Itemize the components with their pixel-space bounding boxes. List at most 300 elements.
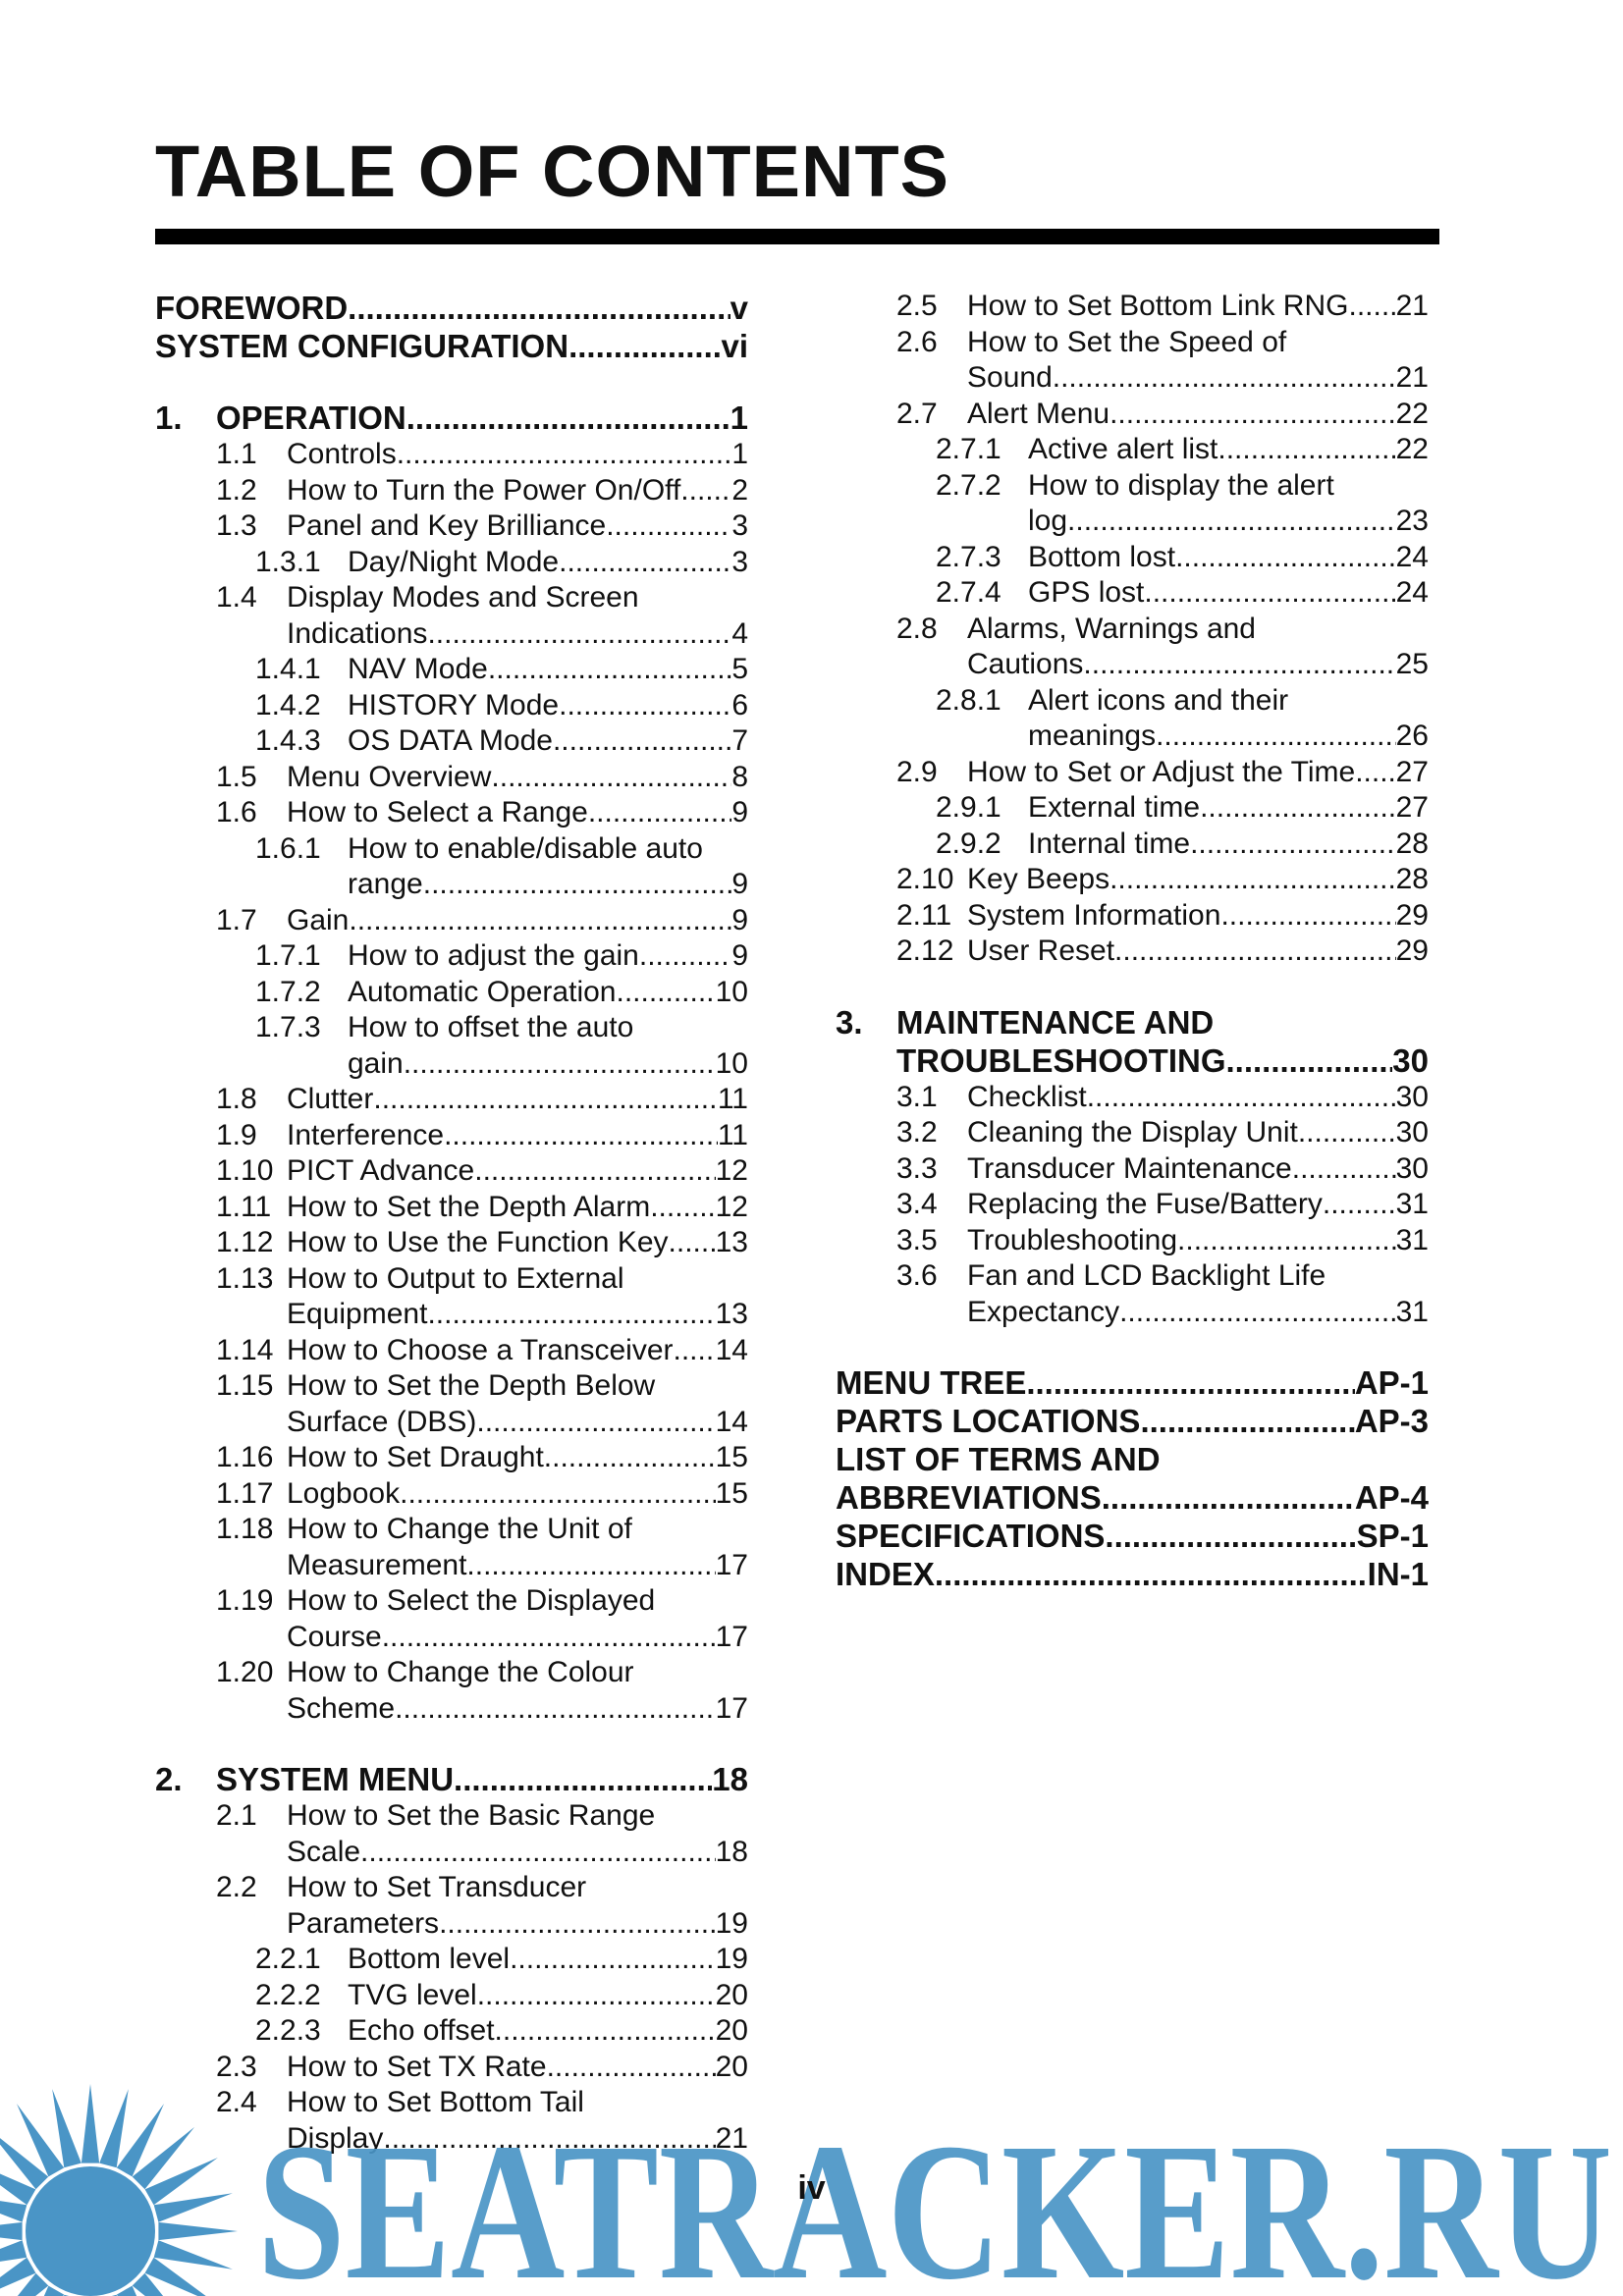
dot-leader <box>427 1297 715 1333</box>
toc-entry[interactable] <box>155 1942 748 1978</box>
toc-entry-page: SP-1 <box>1356 1518 1429 1554</box>
toc-entry-title: How to Set TX Rate <box>287 2050 547 2083</box>
toc-entry-title: SPECIFICATIONS <box>836 1518 1106 1554</box>
toc-left-column <box>155 289 748 2157</box>
toc-entry-title: How to Change the Colour <box>287 1656 634 1688</box>
toc-entry-number: 1.7.3 <box>255 1011 321 1043</box>
dot-leader <box>544 1440 716 1476</box>
dot-leader <box>669 1225 716 1261</box>
toc-entry-page: 30 <box>1392 1041 1429 1079</box>
toc-entry-page: 5 <box>731 653 748 685</box>
dot-leader <box>404 1046 716 1083</box>
toc-entry-page: 22 <box>1395 397 1429 430</box>
toc-entry-title: TROUBLESHOOTING <box>896 1041 1226 1079</box>
toc-entry-page: 9 <box>731 796 748 828</box>
toc-entry[interactable] <box>155 760 748 796</box>
toc-entry-page: IN-1 <box>1367 1556 1429 1592</box>
sun-ray <box>0 2222 23 2240</box>
sun-ray <box>52 2089 81 2167</box>
dot-leader <box>1109 397 1396 433</box>
toc-entry[interactable] <box>155 399 748 437</box>
dot-leader <box>935 1555 1368 1593</box>
dot-leader <box>395 1691 716 1728</box>
toc-entry-number: 3.5 <box>896 1223 938 1256</box>
dot-leader <box>423 867 732 903</box>
dot-leader <box>488 652 731 688</box>
sun-ray <box>158 2222 238 2240</box>
toc-entry[interactable] <box>836 827 1429 863</box>
toc-entry-title: How to Use the Function Key <box>287 1226 669 1258</box>
toc-entry[interactable] <box>155 508 748 545</box>
toc-entry-number: 2.4 <box>216 2086 257 2118</box>
toc-entry[interactable] <box>155 327 748 365</box>
toc-entry-page: 28 <box>1395 827 1429 860</box>
toc-entry-title: Bottom lost <box>1028 540 1176 573</box>
toc-entry-number: 2.7.3 <box>936 540 1001 573</box>
toc-entry-title: Day/Night Mode <box>348 545 560 578</box>
toc-entry-number: 1.6.1 <box>255 831 321 865</box>
dot-leader <box>1114 934 1396 970</box>
toc-entry-page: 28 <box>1395 863 1429 895</box>
toc-entry[interactable] <box>155 1476 748 1513</box>
toc-entry-page: 9 <box>731 868 748 900</box>
toc-entry-title: Surface (DBS) <box>287 1405 477 1438</box>
toc-entry[interactable] <box>836 1223 1429 1259</box>
toc-entry-page: 14 <box>715 1405 748 1438</box>
toc-entry-page: 24 <box>1395 540 1429 573</box>
toc-entry-title: Replacing the Fuse/Battery <box>967 1188 1323 1220</box>
toc-entry-page: 22 <box>1395 433 1429 465</box>
toc-entry-number: 2.12 <box>896 934 954 967</box>
toc-entry-title: Key Beeps <box>967 863 1110 895</box>
toc-entry[interactable] <box>836 1363 1429 1402</box>
toc-entry-title: Internal time <box>1028 827 1191 860</box>
dot-leader <box>1087 1080 1396 1116</box>
toc-entry-number: 1.18 <box>216 1513 274 1545</box>
toc-entry-page: 20 <box>715 2014 748 2047</box>
toc-entry[interactable] <box>836 540 1429 576</box>
page-title: TABLE OF CONTENTS <box>155 131 950 212</box>
toc-entry[interactable] <box>836 862 1429 898</box>
toc-entry[interactable] <box>155 1010 748 1082</box>
toc-entry-page: 29 <box>1395 934 1429 967</box>
toc-entry-title: Logbook <box>287 1476 401 1510</box>
page-number: iv <box>797 2169 826 2207</box>
dot-leader <box>466 1548 715 1584</box>
toc-entry[interactable] <box>155 1870 748 1942</box>
toc-entry-page: 17 <box>715 1620 748 1653</box>
dot-leader <box>495 2013 716 2050</box>
dot-leader <box>674 1333 716 1369</box>
toc-entry-page: 27 <box>1395 755 1429 788</box>
dot-leader <box>360 1835 716 1871</box>
toc-entry[interactable] <box>155 1368 748 1440</box>
toc-entry-page: 15 <box>715 1441 748 1473</box>
toc-entry-number: 2.5 <box>896 290 938 322</box>
toc-entry[interactable] <box>155 1153 748 1190</box>
toc-entry-title: Transducer Maintenance <box>967 1151 1292 1185</box>
toc-entry-page: 13 <box>715 1226 748 1258</box>
dot-leader <box>650 1190 715 1226</box>
toc-entry-title: Interference <box>287 1118 445 1151</box>
dot-leader <box>427 616 731 653</box>
toc-entry-page: 7 <box>731 724 748 757</box>
toc-entry[interactable] <box>155 1190 748 1226</box>
toc-entry-page: 1 <box>731 438 748 470</box>
toc-entry[interactable] <box>836 898 1429 934</box>
toc-entry-number: 3.2 <box>896 1116 938 1148</box>
toc-entry[interactable] <box>155 831 748 903</box>
toc-entry-page: 30 <box>1395 1080 1429 1113</box>
toc-entry[interactable] <box>836 397 1429 433</box>
toc-entry-title: How to Set Bottom Tail <box>287 2086 584 2118</box>
toc-entry-number: 1.11 <box>216 1190 272 1223</box>
dot-leader <box>639 938 731 975</box>
toc-entry[interactable] <box>836 325 1429 397</box>
toc-entry[interactable] <box>155 903 748 939</box>
toc-entry[interactable] <box>836 683 1429 755</box>
toc-entry-page: vi <box>721 328 748 364</box>
dot-leader <box>477 1978 716 2014</box>
toc-entry-title: log <box>1028 505 1068 537</box>
toc-entry[interactable] <box>155 1082 748 1118</box>
toc-entry-title: Course <box>287 1620 382 1653</box>
toc-entry-page: AP-1 <box>1354 1364 1429 1401</box>
toc-entry-title: PARTS LOCATIONS <box>836 1403 1141 1439</box>
toc-entry-title: PICT Advance <box>287 1154 475 1187</box>
dot-leader <box>1053 360 1396 397</box>
toc-entry-title: Cleaning the Display Unit <box>967 1116 1298 1148</box>
toc-entry-number: 1.1 <box>216 438 257 470</box>
toc-entry-page: 31 <box>1395 1188 1429 1220</box>
sun-ray <box>154 2240 233 2269</box>
watermark-text: SEATRACKER.RU <box>257 2104 1612 2296</box>
toc-entry-page: 13 <box>715 1298 748 1330</box>
dot-leader <box>588 795 731 831</box>
toc-entry-number: 3.3 <box>896 1151 938 1185</box>
toc-entry-title: Alert icons and their <box>1028 683 1289 717</box>
toc-entry-number: 3.4 <box>896 1188 938 1220</box>
toc-entry-page: 14 <box>715 1333 748 1366</box>
dot-leader <box>1083 647 1395 683</box>
toc-entry-number: 1.3 <box>216 509 257 542</box>
toc-entry-number: 1. <box>155 400 183 436</box>
toc-entry-page: 29 <box>1395 898 1429 932</box>
toc-entry-page: 18 <box>712 1761 748 1797</box>
toc-entry-page: 15 <box>715 1476 748 1510</box>
toc-entry-title: How to Select the Displayed <box>287 1584 656 1617</box>
toc-entry-number: 1.12 <box>216 1226 274 1258</box>
toc-entry[interactable] <box>155 795 748 831</box>
dot-leader <box>1292 1151 1396 1188</box>
toc-entry-number: 2.7.1 <box>936 433 1001 465</box>
dot-leader <box>1067 504 1396 540</box>
toc-entry-title: Cautions <box>967 648 1084 680</box>
toc-entry-title: How to Select a Range <box>287 796 588 828</box>
toc-entry[interactable] <box>155 723 748 760</box>
toc-entry-number: 1.13 <box>216 1261 274 1295</box>
toc-entry-number: 1.20 <box>216 1656 274 1688</box>
dot-leader <box>373 1082 717 1118</box>
toc-entry-title: How to Choose a Transceiver <box>287 1333 674 1366</box>
toc-entry-number: 2.2.1 <box>255 1943 321 1975</box>
toc-entry-number: 2.7 <box>896 397 938 430</box>
toc-entry-title: Sound <box>967 361 1053 394</box>
dot-leader <box>474 1153 715 1190</box>
toc-entry[interactable] <box>836 934 1429 970</box>
toc-entry-page: 10 <box>715 975 748 1008</box>
toc-entry[interactable] <box>155 652 748 688</box>
toc-entry-title: Checklist <box>967 1080 1087 1113</box>
toc-entry-title: Display <box>287 2121 384 2155</box>
toc-entry-title: LIST OF TERMS AND <box>836 1441 1161 1477</box>
dot-leader <box>1226 1041 1393 1080</box>
toc-entry-title: Active alert list <box>1028 433 1218 465</box>
toc-entry-page: 25 <box>1395 648 1429 680</box>
toc-entry-title: Indications <box>287 616 428 650</box>
toc-entry[interactable] <box>836 289 1429 325</box>
toc-entry-number: 2.8.1 <box>936 683 1001 717</box>
dot-leader <box>616 975 715 1011</box>
toc-entry[interactable] <box>155 289 748 327</box>
toc-entry-title: Measurement <box>287 1548 467 1581</box>
toc-entry-page: 27 <box>1395 791 1429 824</box>
toc-entry-number: 2.7.2 <box>936 468 1001 502</box>
dot-leader <box>1119 1295 1396 1331</box>
toc-entry-title: MAINTENANCE AND <box>896 1003 1215 1041</box>
section-gap <box>836 970 1429 1003</box>
toc-entry-title: range <box>348 868 423 900</box>
toc-entry[interactable] <box>836 612 1429 683</box>
toc-entry-title: How to Set the Depth Below <box>287 1369 656 1402</box>
toc-entry[interactable] <box>155 938 748 975</box>
dot-leader <box>1144 575 1395 612</box>
toc-entry[interactable] <box>836 1555 1429 1593</box>
dot-leader <box>1156 719 1396 755</box>
toc-entry[interactable] <box>836 1003 1429 1080</box>
toc-entry-number: 2.11 <box>896 898 952 932</box>
toc-entry-title: Troubleshooting <box>967 1223 1178 1256</box>
toc-entry[interactable] <box>155 1512 748 1583</box>
toc-entry-title: FOREWORD <box>155 290 349 326</box>
toc-entry[interactable] <box>155 1261 748 1333</box>
dot-leader <box>680 473 731 509</box>
sun-ray <box>81 2084 99 2163</box>
section-gap <box>155 365 748 399</box>
toc-entry[interactable] <box>836 790 1429 827</box>
toc-entry-title: Scheme <box>287 1691 396 1725</box>
dot-leader <box>1175 540 1396 576</box>
toc-entry[interactable] <box>836 1080 1429 1116</box>
toc-entry-page: 9 <box>731 939 748 972</box>
toc-entry-title: Automatic Operation <box>348 975 617 1008</box>
dot-leader <box>1105 1517 1356 1555</box>
toc-entry[interactable] <box>155 545 748 581</box>
title-rule <box>155 229 1439 244</box>
toc-entry-page: 2 <box>731 473 748 507</box>
toc-entry-title: NAV Mode <box>348 653 488 685</box>
toc-entry-number: 1.4.1 <box>255 653 321 685</box>
toc-entry-number: 1.15 <box>216 1369 274 1402</box>
toc-entry-title: Menu Overview <box>287 760 492 793</box>
toc-entry-number: 2.7.4 <box>936 576 1001 609</box>
toc-entry[interactable] <box>155 1118 748 1154</box>
dot-leader <box>1102 1478 1355 1517</box>
toc-entry-number: 2.9 <box>896 755 938 788</box>
toc-entry[interactable] <box>836 1151 1429 1188</box>
toc-entry-page: 23 <box>1395 505 1429 537</box>
section-gap <box>155 1727 748 1760</box>
toc-entry-title: How to Set Transducer <box>287 1871 587 1903</box>
toc-entry[interactable] <box>155 1440 748 1476</box>
toc-entry-title: How to Set or Adjust the Time <box>967 755 1356 788</box>
toc-entry-number: 1.16 <box>216 1441 274 1473</box>
toc-entry-title: Expectancy <box>967 1295 1120 1328</box>
toc-entry-page: 21 <box>1395 290 1429 322</box>
toc-entry-title: ABBREVIATIONS <box>836 1479 1102 1516</box>
toc-entry-title: How to Set the Speed of <box>967 325 1287 358</box>
toc-entry-title: Alarms, Warnings and <box>967 612 1256 645</box>
toc-entry-page: 21 <box>1395 361 1429 394</box>
dot-leader <box>397 437 732 473</box>
toc-entry-page: 20 <box>715 2050 748 2083</box>
dot-leader <box>606 508 731 545</box>
toc-entry-title: Clutter <box>287 1083 374 1115</box>
toc-right-column <box>836 289 1429 1593</box>
toc-entry-number: 2.3 <box>216 2050 257 2083</box>
toc-entry[interactable] <box>836 755 1429 791</box>
toc-entry[interactable] <box>155 2013 748 2050</box>
toc-entry[interactable] <box>155 1225 748 1261</box>
toc-entry[interactable] <box>155 1583 748 1655</box>
toc-entry[interactable] <box>155 580 748 652</box>
toc-entry-title: Echo offset <box>348 2014 495 2047</box>
toc-entry[interactable] <box>836 1258 1429 1330</box>
toc-entry-title: SYSTEM MENU <box>216 1761 455 1797</box>
toc-entry-title: OS DATA Mode <box>348 724 553 757</box>
toc-entry-page: 30 <box>1395 1151 1429 1185</box>
toc-entry-number: 1.4 <box>216 581 257 614</box>
toc-entry-page: 12 <box>715 1190 748 1223</box>
toc-entry[interactable] <box>155 975 748 1011</box>
toc-entry-page: 17 <box>715 1548 748 1581</box>
dot-leader <box>1140 1402 1354 1440</box>
toc-entry-number: 1.10 <box>216 1154 274 1187</box>
dot-leader <box>406 399 730 437</box>
dot-leader <box>553 723 731 760</box>
dot-leader <box>476 1405 715 1441</box>
toc-entry-number: 1.4.2 <box>255 688 321 721</box>
dot-leader <box>1109 862 1396 898</box>
toc-entry-title: How to Turn the Power On/Off <box>287 473 681 507</box>
toc-entry[interactable] <box>836 575 1429 612</box>
toc-entry-number: 1.2 <box>216 473 257 507</box>
toc-entry-title: HISTORY Mode <box>348 688 560 721</box>
toc-entry[interactable] <box>155 688 748 724</box>
toc-entry[interactable] <box>836 1517 1429 1555</box>
toc-entry[interactable] <box>836 432 1429 468</box>
toc-entry[interactable] <box>836 468 1429 540</box>
toc-entry-title: How to Change the Unit of <box>287 1513 632 1545</box>
toc-entry-title: Gain <box>287 903 350 936</box>
toc-entry-number: 1.9 <box>216 1118 257 1151</box>
toc-entry-page: 31 <box>1395 1223 1429 1256</box>
toc-entry[interactable] <box>155 473 748 509</box>
toc-entry-page: 1 <box>730 400 748 436</box>
toc-entry[interactable] <box>155 1978 748 2014</box>
toc-entry-number: 2.6 <box>896 325 938 358</box>
toc-entry[interactable] <box>836 1187 1429 1223</box>
toc-entry[interactable] <box>836 1115 1429 1151</box>
toc-entry[interactable] <box>155 1798 748 1870</box>
dot-leader <box>568 327 721 365</box>
toc-entry-number: 2.10 <box>896 863 954 895</box>
toc-entry-page: 30 <box>1395 1116 1429 1148</box>
dot-leader <box>1200 790 1396 827</box>
toc-entry[interactable] <box>155 437 748 473</box>
toc-entry-page: 12 <box>715 1154 748 1187</box>
toc-entry-number: 3. <box>836 1003 863 1041</box>
toc-entry-number: 1.7 <box>216 903 257 936</box>
toc-entry[interactable] <box>155 1655 748 1727</box>
toc-entry-number: 1.5 <box>216 760 257 793</box>
toc-entry-page: 4 <box>731 616 748 650</box>
toc-entry-number: 1.6 <box>216 796 257 828</box>
toc-entry-number: 2.2 <box>216 1871 257 1903</box>
toc-entry-page: 20 <box>715 1978 748 2011</box>
toc-entry-title: External time <box>1028 791 1201 824</box>
toc-entry-page: AP-4 <box>1354 1479 1429 1516</box>
dot-leader <box>1026 1363 1354 1402</box>
toc-entry-title: How to display the alert <box>1028 468 1334 502</box>
toc-entry-title: Bottom level <box>348 1943 511 1975</box>
toc-entry-page: 26 <box>1395 720 1429 752</box>
toc-entry-number: 1.7.2 <box>255 975 321 1008</box>
toc-entry-page: 3 <box>731 545 748 578</box>
toc-entry[interactable] <box>155 1333 748 1369</box>
toc-entry-title: How to Set the Basic Range <box>287 1799 656 1832</box>
toc-entry-number: 1.8 <box>216 1083 257 1115</box>
toc-entry-title: How to offset the auto <box>348 1011 634 1043</box>
toc-entry[interactable] <box>836 1440 1429 1517</box>
toc-entry[interactable] <box>836 1402 1429 1440</box>
toc-entry-title: How to adjust the gain <box>348 939 639 972</box>
toc-entry-title: meanings <box>1028 720 1157 752</box>
toc-entry-page: 31 <box>1395 1295 1429 1328</box>
toc-entry-number: 1.19 <box>216 1584 274 1617</box>
toc-entry-title: GPS lost <box>1028 576 1145 609</box>
dot-leader <box>382 1620 716 1656</box>
toc-entry-number: 2.8 <box>896 612 938 645</box>
toc-entry-page: 8 <box>731 760 748 793</box>
toc-entry-number: 1.4.3 <box>255 724 321 757</box>
toc-entry-number: 2.2.2 <box>255 1978 321 2011</box>
toc-entry-title: User Reset <box>967 934 1115 967</box>
toc-entry[interactable] <box>155 1760 748 1798</box>
toc-entry-title: gain <box>348 1046 404 1080</box>
toc-entry-title: How to Set Draught <box>287 1441 544 1473</box>
dot-leader <box>1355 755 1395 791</box>
toc-entry-page: 19 <box>715 1906 748 1940</box>
toc-entry-title: OPERATION <box>216 400 406 436</box>
dot-leader <box>1220 898 1395 934</box>
toc-entry-title: SYSTEM CONFIGURATION <box>155 328 569 364</box>
dot-leader <box>510 1942 716 1978</box>
toc-entry-number: 1.7.1 <box>255 939 321 972</box>
toc-entry-number: 1.17 <box>216 1476 274 1510</box>
toc-entry-number: 1.14 <box>216 1333 274 1366</box>
dot-leader <box>439 1906 716 1943</box>
